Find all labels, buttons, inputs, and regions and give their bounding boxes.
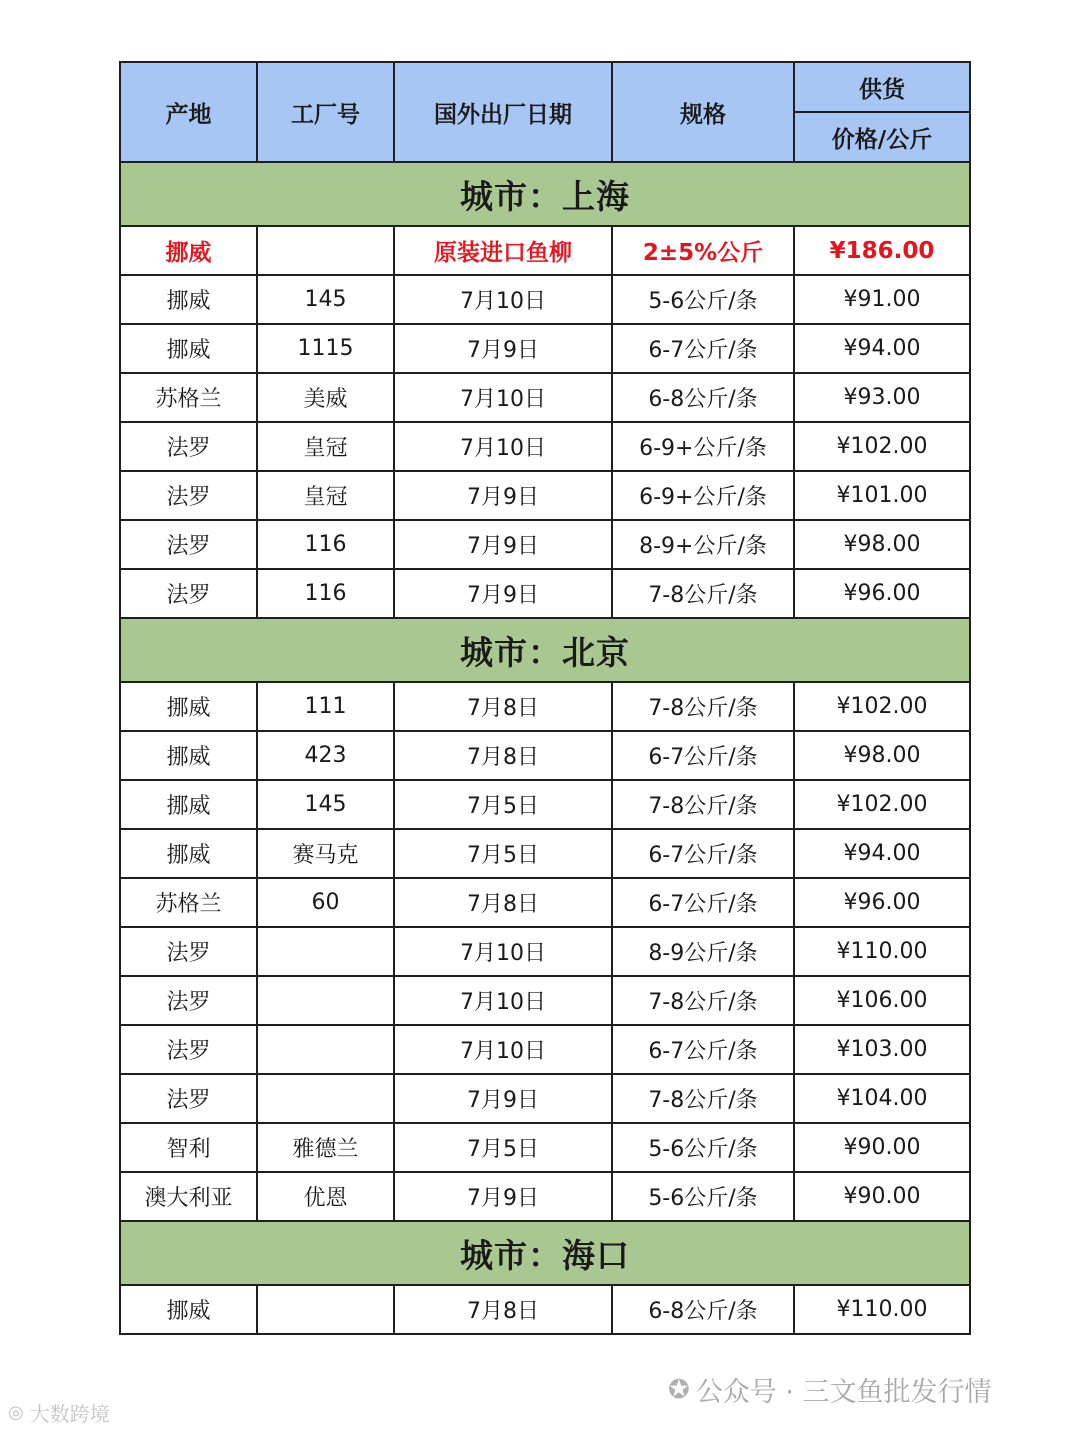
cell-origin: 挪威	[120, 275, 257, 324]
cell-origin: 法罗	[120, 1074, 257, 1123]
cell-price: ¥110.00	[794, 1285, 970, 1334]
cell-price: ¥96.00	[794, 569, 970, 618]
cell-date: 7月10日	[394, 422, 612, 471]
cell-price: ¥94.00	[794, 324, 970, 373]
cell-origin: 法罗	[120, 976, 257, 1025]
cell-price: ¥96.00	[794, 878, 970, 927]
cell-date: 7月10日	[394, 275, 612, 324]
cell-spec: 7-8公斤/条	[612, 1074, 794, 1123]
cell-origin: 澳大利亚	[120, 1172, 257, 1221]
cell-origin: 法罗	[120, 927, 257, 976]
cell-origin: 挪威	[120, 682, 257, 731]
table-row	[120, 569, 970, 618]
cell-spec: 6-8公斤/条	[612, 1285, 794, 1334]
price-table	[119, 61, 971, 1335]
table-row	[120, 927, 970, 976]
cell-factory	[257, 1074, 394, 1123]
header-factory: 工厂号	[257, 62, 394, 162]
cell-spec: 6-9+公斤/条	[612, 422, 794, 471]
header-origin: 产地	[120, 62, 257, 162]
city-heading: 城市：北京	[120, 618, 970, 682]
cell-price: ¥102.00	[794, 422, 970, 471]
watermark-logo-icon: ◎	[8, 1402, 24, 1423]
cell-price: ¥110.00	[794, 927, 970, 976]
header-supply: 供货	[794, 62, 970, 112]
city-heading: 城市：上海	[120, 162, 970, 226]
wechat-icon: ✪	[668, 1374, 690, 1405]
cell-spec: 5-6公斤/条	[612, 275, 794, 324]
cell-price: ¥98.00	[794, 731, 970, 780]
watermark-left	[8, 1398, 110, 1427]
cell-factory: 116	[257, 569, 394, 618]
cell-spec: 8-9公斤/条	[612, 927, 794, 976]
cell-origin: 挪威	[120, 829, 257, 878]
cell-spec: 6-7公斤/条	[612, 1025, 794, 1074]
cell-spec: 6-9+公斤/条	[612, 471, 794, 520]
cell-price: ¥102.00	[794, 682, 970, 731]
cell-date: 7月9日	[394, 569, 612, 618]
cell-origin: 挪威	[120, 226, 257, 275]
cell-factory	[257, 1025, 394, 1074]
city-heading: 城市：海口	[120, 1221, 970, 1285]
highlight-row	[120, 226, 970, 275]
cell-factory: 116	[257, 520, 394, 569]
cell-price: ¥91.00	[794, 275, 970, 324]
cell-date: 7月10日	[394, 976, 612, 1025]
cell-price: ¥93.00	[794, 373, 970, 422]
cell-factory: 423	[257, 731, 394, 780]
table-row	[120, 373, 970, 422]
table-row	[120, 275, 970, 324]
table-row	[120, 976, 970, 1025]
cell-date: 7月9日	[394, 1074, 612, 1123]
cell-date: 7月8日	[394, 682, 612, 731]
cell-factory: 145	[257, 780, 394, 829]
cell-spec: 8-9+公斤/条	[612, 520, 794, 569]
cell-origin: 挪威	[120, 1285, 257, 1334]
cell-spec: 6-7公斤/条	[612, 829, 794, 878]
watermark-right-text: 公众号 · 三文鱼批发行情	[695, 1377, 992, 1408]
cell-date: 7月8日	[394, 1285, 612, 1334]
city-row	[120, 1221, 970, 1285]
table-row	[120, 422, 970, 471]
table-row	[120, 780, 970, 829]
header-price: 价格/公斤	[794, 112, 970, 162]
cell-price: ¥101.00	[794, 471, 970, 520]
cell-price: ¥106.00	[794, 976, 970, 1025]
cell-price: ¥186.00	[794, 226, 970, 275]
cell-spec: 5-6公斤/条	[612, 1123, 794, 1172]
table-row	[120, 324, 970, 373]
watermark-right	[668, 1370, 992, 1409]
cell-factory: 60	[257, 878, 394, 927]
cell-origin: 挪威	[120, 324, 257, 373]
cell-price: ¥90.00	[794, 1123, 970, 1172]
cell-origin: 法罗	[120, 1025, 257, 1074]
cell-date: 7月9日	[394, 324, 612, 373]
cell-factory: 雅德兰	[257, 1123, 394, 1172]
table-row	[120, 1025, 970, 1074]
cell-date: 7月8日	[394, 878, 612, 927]
cell-spec: 7-8公斤/条	[612, 976, 794, 1025]
cell-price: ¥98.00	[794, 520, 970, 569]
table-row	[120, 1285, 970, 1334]
table-row	[120, 1123, 970, 1172]
table-row	[120, 682, 970, 731]
cell-price: ¥104.00	[794, 1074, 970, 1123]
cell-origin: 智利	[120, 1123, 257, 1172]
cell-origin: 苏格兰	[120, 878, 257, 927]
cell-date: 7月10日	[394, 927, 612, 976]
cell-date: 7月5日	[394, 1123, 612, 1172]
cell-origin: 挪威	[120, 731, 257, 780]
cell-factory: 111	[257, 682, 394, 731]
cell-spec: 6-7公斤/条	[612, 324, 794, 373]
cell-factory	[257, 226, 394, 275]
cell-spec: 7-8公斤/条	[612, 780, 794, 829]
cell-origin: 法罗	[120, 520, 257, 569]
table-row	[120, 731, 970, 780]
cell-price: ¥90.00	[794, 1172, 970, 1221]
cell-factory	[257, 927, 394, 976]
watermark-left-text: 大数跨境	[29, 1402, 110, 1426]
cell-spec: 5-6公斤/条	[612, 1172, 794, 1221]
cell-spec: 6-7公斤/条	[612, 731, 794, 780]
cell-price: ¥102.00	[794, 780, 970, 829]
price-table-body	[120, 62, 970, 1334]
cell-price: ¥94.00	[794, 829, 970, 878]
table-row	[120, 1074, 970, 1123]
table-row	[120, 471, 970, 520]
cell-origin: 苏格兰	[120, 373, 257, 422]
header-date: 国外出厂日期	[394, 62, 612, 162]
cell-date: 7月5日	[394, 829, 612, 878]
cell-factory: 优恩	[257, 1172, 394, 1221]
cell-factory: 145	[257, 275, 394, 324]
cell-factory: 美威	[257, 373, 394, 422]
cell-price: ¥103.00	[794, 1025, 970, 1074]
header-spec: 规格	[612, 62, 794, 162]
cell-origin: 挪威	[120, 780, 257, 829]
cell-factory: 皇冠	[257, 471, 394, 520]
table-row	[120, 878, 970, 927]
cell-date: 7月9日	[394, 1172, 612, 1221]
cell-factory: 赛马克	[257, 829, 394, 878]
table-row	[120, 829, 970, 878]
cell-date: 7月9日	[394, 520, 612, 569]
cell-spec: 6-8公斤/条	[612, 373, 794, 422]
cell-origin: 法罗	[120, 569, 257, 618]
cell-origin: 法罗	[120, 471, 257, 520]
cell-origin: 法罗	[120, 422, 257, 471]
cell-date: 7月5日	[394, 780, 612, 829]
header-row	[120, 62, 970, 112]
cell-spec: 2±5%公斤	[612, 226, 794, 275]
cell-spec: 7-8公斤/条	[612, 569, 794, 618]
cell-date: 7月9日	[394, 471, 612, 520]
table-row	[120, 520, 970, 569]
cell-factory: 皇冠	[257, 422, 394, 471]
cell-spec: 6-7公斤/条	[612, 878, 794, 927]
cell-date: 原装进口鱼柳	[394, 226, 612, 275]
cell-date: 7月10日	[394, 1025, 612, 1074]
cell-factory	[257, 1285, 394, 1334]
city-row	[120, 162, 970, 226]
cell-factory	[257, 976, 394, 1025]
cell-date: 7月8日	[394, 731, 612, 780]
cell-factory: 1115	[257, 324, 394, 373]
cell-spec: 7-8公斤/条	[612, 682, 794, 731]
city-row	[120, 618, 970, 682]
cell-date: 7月10日	[394, 373, 612, 422]
table-row	[120, 1172, 970, 1221]
